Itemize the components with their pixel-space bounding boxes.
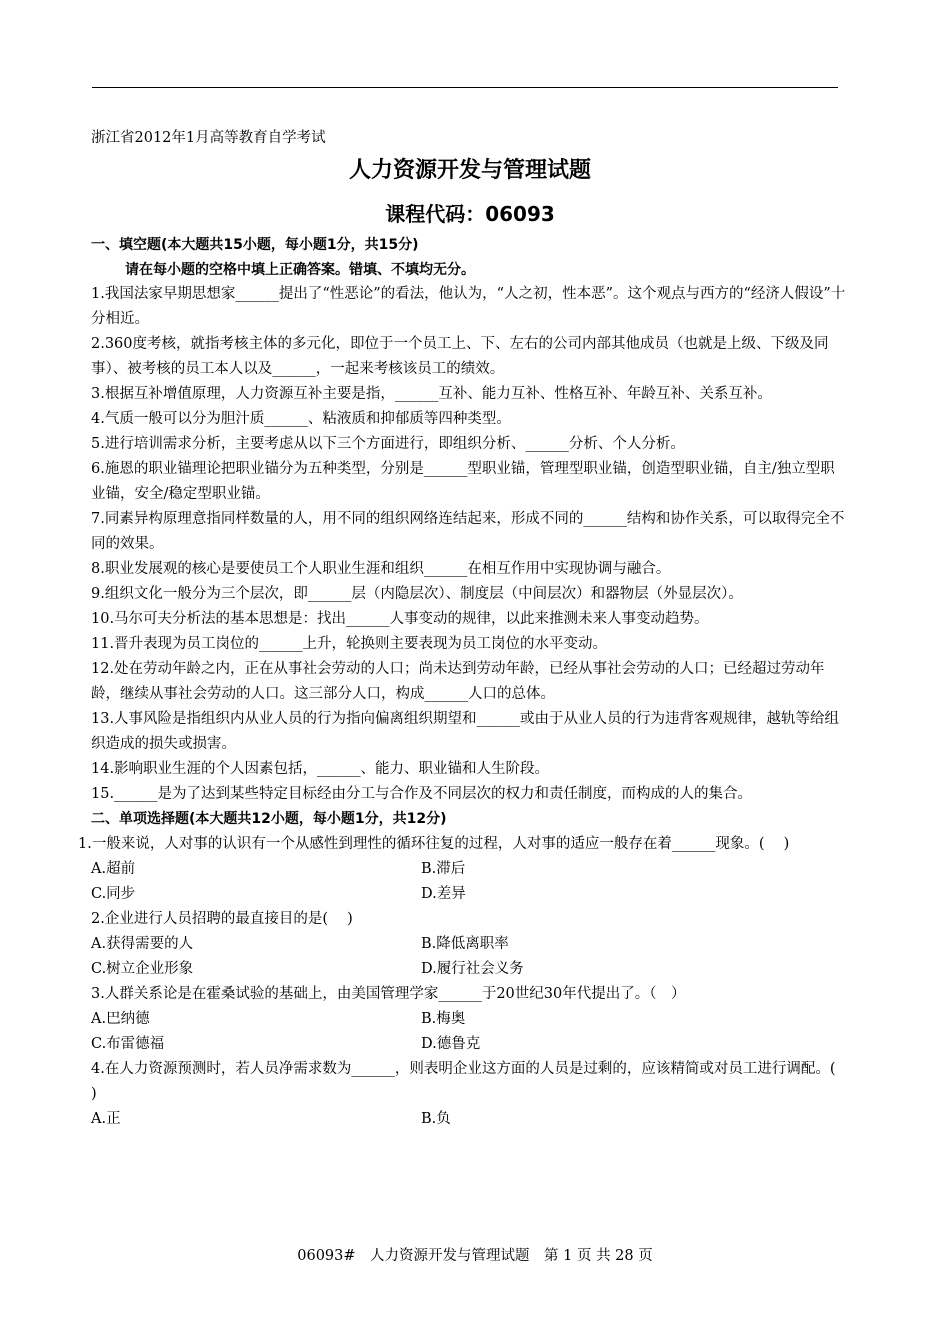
option-d: D.差异 [421, 886, 466, 902]
fill-question-5: 5.进行培训需求分析，主要考虑从以下三个方面进行，即组织分析、______分析、个人分析。 [91, 436, 685, 452]
fill-question-2: 2.360度考核，就指考核主体的多元化，即位于一个员工上、下、左右的公司内部其他成员（也就是上级、下级及同事）、被考核的员工本人以及______，一起来考核该员工的绩效。 [91, 336, 829, 377]
choice-question-3-options-row-1 [91, 1007, 849, 1032]
choice-question-3-options-row-2 [91, 1032, 849, 1057]
fill-question-8: 8.职业发展观的核心是要使员工个人职业生涯和组织______在相互作用中实现协调与融合。 [91, 561, 671, 577]
option-a: A.巴纳德 [91, 1011, 150, 1027]
fill-question-7: 7.同素异构原理意指同样数量的人，用不同的组织网络连结起来，形成不同的______结构和协作关系，可以取得完全不同的效果。 [91, 511, 845, 552]
fill-question-10: 10.马尔可夫分析法的基本思想是：找出______人事变动的规律，以此来推测未来人事变动趋势。 [91, 611, 709, 627]
fill-question-9: 9.组织文化一般分为三个层次，即______层（内隐层次）、制度层（中间层次）和器物层（外显层次）。 [91, 586, 743, 602]
fill-question-12: 12.处在劳动年龄之内，正在从事社会劳动的人口；尚未达到劳动年龄，已经从事社会劳动的人口；已经超过劳动年龄，继续从事社会劳动的人口。这三部分人口，构成______人口的总体。 [91, 661, 825, 702]
choice-question-1-options-row-1 [91, 857, 849, 882]
header-rule [92, 87, 838, 88]
option-c: C.同步 [91, 886, 136, 902]
choice-question-2-options-row-2 [91, 957, 849, 982]
section-1-heading: 一、填空题(本大题共15小题，每小题1分，共15分) [91, 237, 419, 253]
option-a: A.正 [91, 1111, 121, 1127]
fill-question-4: 4.气质一般可以分为胆汁质______、粘液质和抑郁质等四种类型。 [91, 411, 511, 427]
fill-question-14: 14.影响职业生涯的个人因素包括，______、能力、职业锚和人生阶段。 [91, 761, 550, 777]
option-c: C.布雷德福 [91, 1036, 165, 1052]
choice-question-3-stem: 3.人群关系论是在霍桑试验的基础上，由美国管理学家______于20世纪30年代提出了。（ ） [91, 986, 686, 1002]
option-c: C.树立企业形象 [91, 961, 194, 977]
option-a: A.获得需要的人 [91, 936, 194, 952]
fill-question-1: 1.我国法家早期思想家______提出了“性恶论”的看法，他认为，“人之初，性本恶”。这个观点与西方的“经济人假设”十分相近。 [91, 286, 846, 327]
choice-question-2-options-row-1 [91, 932, 849, 957]
page-footer: 06093# 人力资源开发与管理试题 第 1 页 共 28 页 [297, 1248, 653, 1264]
choice-question-2-stem: 2.企业进行人员招聘的最直接目的是( ) [91, 911, 353, 927]
section-1-instruction: 请在每小题的空格中填上正确答案。错填、不填均无分。 [125, 262, 475, 278]
choice-question-4-stem: 4.在人力资源预测时，若人员净需求数为______，则表明企业这方面的人员是过剩的，应该精简或对员工进行调配。( ) [91, 1061, 855, 1102]
section-2-heading: 二、单项选择题(本大题共12小题，每小题1分，共12分) [91, 811, 447, 827]
fill-question-3: 3.根据互补增值原理，人力资源互补主要是指，______互补、能力互补、性格互补、年龄互补、关系互补。 [91, 386, 772, 402]
option-d: D.履行社会义务 [421, 961, 524, 977]
choice-question-1-options-row-2 [91, 882, 849, 907]
option-d: D.德鲁克 [421, 1036, 481, 1052]
fill-question-6: 6.施恩的职业锚理论把职业锚分为五种类型，分别是______型职业锚，管理型职业锚，创造型职业锚，自主/独立型职业锚，安全/稳定型职业锚。 [91, 461, 835, 502]
exam-name: 浙江省2012年1月高等教育自学考试 [91, 130, 326, 146]
document-content [78, 126, 855, 1132]
option-a: A.超前 [91, 861, 136, 877]
fill-question-11: 11.晋升表现为员工岗位的______上升，轮换则主要表现为员工岗位的水平变动。 [91, 636, 608, 652]
fill-question-13: 13.人事风险是指组织内从业人员的行为指向偏离组织期望和______或由于从业人员的行为违背客观规律，越轨等给组织造成的损失或损害。 [91, 711, 840, 752]
option-b: B.降低离职率 [421, 936, 509, 952]
choice-question-1-stem: 1.一般来说，人对事的认识有一个从感性到理性的循环往复的过程，人对事的适应一般存在着______现象。( ) [78, 836, 790, 852]
option-b: B.负 [421, 1111, 451, 1127]
fill-question-15: 15.______是为了达到某些特定目标经由分工与合作及不同层次的权力和责任制度，而构成的人的集合。 [91, 786, 753, 802]
option-b: B.滞后 [421, 861, 466, 877]
choice-question-4-options-row-1 [91, 1107, 849, 1132]
paper-title: 人力资源开发与管理试题 [348, 158, 591, 183]
option-b: B.梅奥 [421, 1011, 466, 1027]
course-code: 课程代码：06093 [385, 202, 555, 226]
